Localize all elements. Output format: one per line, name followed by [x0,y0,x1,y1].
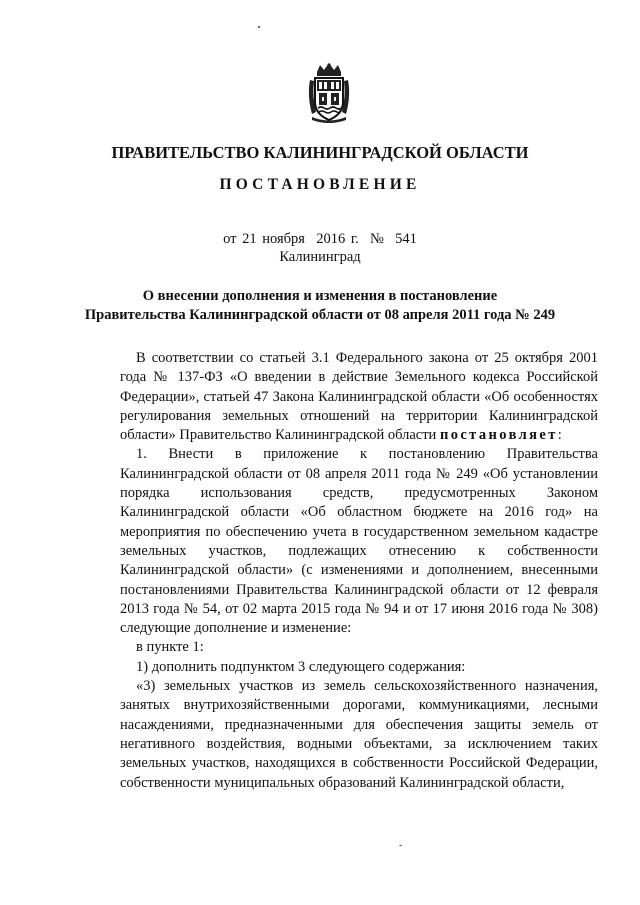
document-subject [0,287,640,325]
organization-title: ПРАВИТЕЛЬСТВО КАЛИНИНГРАДСКОЙ ОБЛАСТИ [111,143,529,162]
document-city: Калининград [279,249,361,265]
document-date: от 21 ноября [223,231,305,247]
body-paragraph: «3) земельных участков из земель сельскохозяйственного назначения, занятых внутрихозяйственными дорогами, коммуникациями, лесными насаждениями, предназначенными для обеспечения защиты земель от негативного воздействия, водными объектами, за исключением таких земельных участков, находящихся в собственности Российской Федерации, собственности муниципальных образований Калининградской области, [120,678,598,791]
page-mark: - [399,840,403,851]
body-paragraph: в пункте 1: [136,639,204,656]
scan-speck [258,26,260,28]
subject-line: Правительства Калининградской области от 08 апреля 2011 года № 249 [84,307,556,323]
document-date-line [0,231,640,248]
paragraph-text: В соответствии со статьей 3.1 Федерального закона от 25 октября 2001 года № 137-ФЗ «О введении в действие Земельного кодекса Российской Федерации», статьей 47 Закона Калининградской области «Об особенностях регулирования земельных отношений на территории Калининградской области» Правительство Калининградской области [120,350,598,444]
body-paragraph [120,349,598,445]
document-type-title: ПОСТАНОВЛЕНИЕ [219,176,421,193]
document-number: 541 [395,231,417,247]
document-body [120,349,598,793]
body-paragraph: 1) дополнить подпунктом 3 следующего содержания: [136,658,466,675]
emphasized-word: постановляет [439,427,558,444]
document-year: 2016 г. [316,231,359,247]
body-paragraph: 1. Внести в приложение к постановлению Правительства Калининградской области от 08 апреля 2011 года № 249 «Об установлении порядка использования средств, предусмотренных Законом Калининградской области «Об областном бюджете на 2016 год» на мероприятия по обеспечению учета в государственном земельном кадастре земельных участков, подлежащих отнесению к собственности Калининградской области» (с изменениями и дополнением, внесенными постановлениями Правительства Калининградской области от 12 февраля 2013 года № 54, от 02 марта 2015 года № 94 и от 17 июня 2016 года № 308) следующие дополнение и изменение: [120,446,598,637]
coat-of-arms-icon [306,62,352,124]
number-sign: № [370,231,384,247]
paragraph-end: : [557,427,562,444]
subject-line: О внесении дополнения и изменения в постановление [142,288,498,304]
